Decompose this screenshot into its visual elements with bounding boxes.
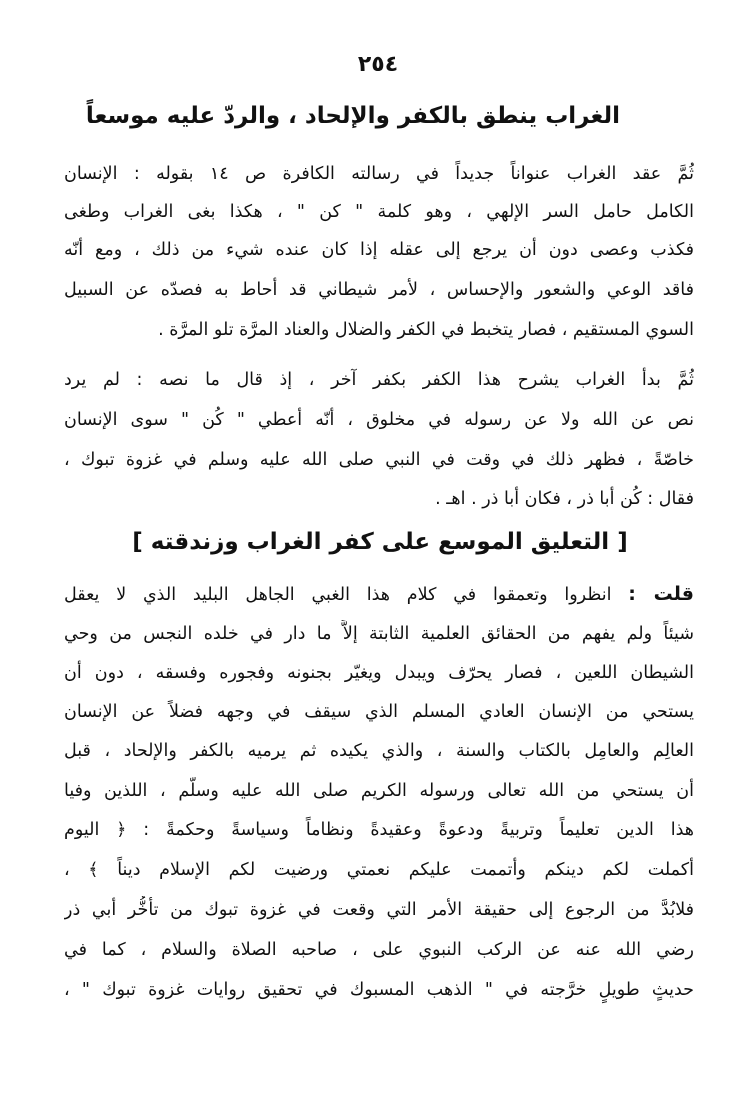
- paragraph3-line: فلابُدَّ من الرجوع إلى حقيقة الأمر التي وقعت في غزوة تبوك من تأخُّر أبي ذر: [64, 900, 694, 920]
- paragraph3-line: [64, 580, 694, 610]
- paragraph3-line: شيئاً ولم يفهم من الحقائق العلمية الثابتة إلاَّ ما دار في خلده النجس من وحي: [64, 624, 694, 644]
- paragraph3-line: يستحي من الإنسان العادي المسلم الذي سيقف في وجهه فضلاً عن الإنسان: [64, 702, 694, 722]
- paragraph1-line: السوي المستقيم ، فصار يتخبط في الكفر والضلال والعناد المرَّة تلو المرَّة .: [158, 320, 694, 340]
- paragraph3-first-text: انظروا وتعمقوا في كلام هذا الغبي الجاهل البليد الذي لا يعقل: [64, 585, 612, 605]
- paragraph2-line: خاصّةً ، فظهر ذلك في وقت في النبي صلى الله عليه وسلم في غزوة تبوك ،: [64, 450, 694, 470]
- paragraph3-line: العالِم والعامِل بالكتاب والسنة ، والذي يكيده ثم يرميه بالكفر والإلحاد ، قبل: [64, 741, 694, 761]
- paragraph3-line: الشيطان اللعين ، فصار يحرّف ويبدل ويغيّر بجنونه وفجوره وفسقه ، دون أن: [64, 663, 694, 683]
- chapter-heading: الغراب ينطق بالكفر والإلحاد ، والردّ عليه موسعاً: [85, 103, 620, 129]
- paragraph3-line: أكملت لكم دينكم وأتممت عليكم نعمتي ورضيت لكم الإسلام ديناً ﴾ ،: [64, 860, 694, 880]
- paragraph3-line: رضي الله عنه عن الركب النبوي على ، صاحبه الصلاة والسلام ، كما في: [64, 940, 694, 960]
- paragraph2-line: نص عن الله ولا عن رسوله في مخلوق ، أنّه أعطي " كُن " سوى الإنسان: [64, 410, 694, 430]
- paragraph3-line: أن يستحي من الله تعالى ورسوله الكريم صلى الله عليه وسلّم ، اللذين وفيا: [64, 781, 694, 801]
- paragraph3-line: هذا الدين تعليماً وتربيةً ودعوةً وعقيدةً ونظاماً وسياسةً وحكمةً : ﴿ اليوم: [64, 820, 694, 840]
- paragraph3-lead: قلت :: [628, 583, 694, 605]
- paragraph1-line: الكامل حامل السر الإلهي ، وهو كلمة " كن " ، هكذا بغى الغراب وطغى: [64, 202, 694, 222]
- paragraph1-line: فكذب وعصى دون أن يرجع إلى عقله إذا كان عنده شيء من ذلك ، ومع أنّه: [64, 240, 694, 260]
- paragraph1-line: ثُمَّ عقد الغراب عنواناً جديداً في رسالته الكافرة ص ١٤ بقوله : الإنسان: [64, 164, 694, 184]
- paragraph3-line: حديثٍ طويلٍ خرَّجته في " الذهب المسبوك في تحقيق روايات غزوة تبوك " ،: [64, 980, 694, 1000]
- paragraph2-line: فقال : كُن أبا ذر ، فكان أبا ذر . اهـ .: [435, 489, 694, 509]
- page-number: ٢٥٤: [357, 52, 399, 77]
- section-heading: [ التعليق الموسع على كفر الغراب وزندقته ]: [132, 529, 628, 555]
- paragraph1-line: فاقد الوعي والشعور والإحساس ، لأمر شيطاني قد أحاط به فصدّه عن السبيل: [64, 280, 694, 300]
- paragraph2-line: ثُمَّ بدأ الغراب يشرح هذا الكفر بكفر آخر ، إذ قال ما نصه : لم يرد: [64, 370, 694, 390]
